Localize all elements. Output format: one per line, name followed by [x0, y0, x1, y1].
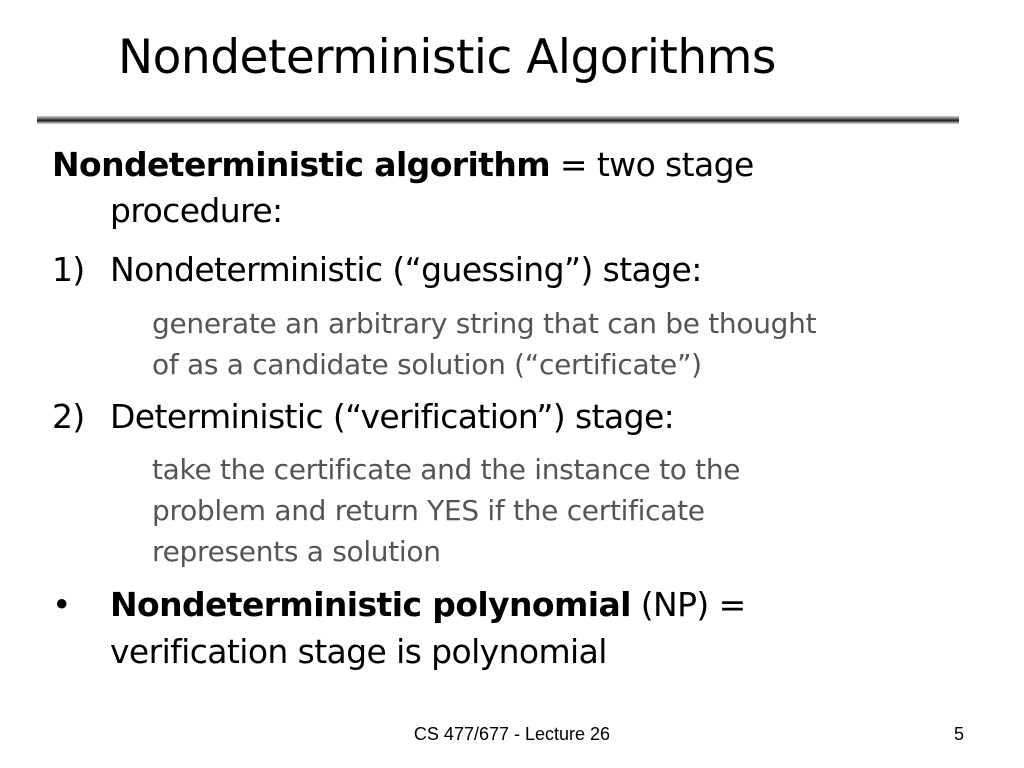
np-continuation: verification stage is polynomial — [110, 632, 607, 671]
np-term: Nondeterministic polynomial — [110, 585, 631, 624]
stage-2-detail-line: problem and return YES if the certificate — [152, 494, 705, 527]
np-rest: (NP) = — [630, 585, 746, 624]
stage-1-detail-line: of as a candidate solution (“certificate”) — [152, 348, 702, 381]
stage-2-detail — [152, 449, 962, 572]
definition-paragraph — [52, 142, 972, 234]
stage-1-heading: Nondeterministic (“guessing”) stage: — [110, 250, 702, 289]
definition-rest: = two stage — [550, 145, 754, 184]
footer-course: CS 477/677 - Lecture 26 — [413, 724, 611, 744]
stage-1-marker: 1) — [52, 250, 85, 289]
stage-1-detail — [152, 303, 962, 385]
stage-2-heading-row — [52, 394, 982, 440]
stage-2-detail-line: represents a solution — [152, 535, 441, 568]
stage-2-detail-line: take the certificate and the instance to the — [152, 453, 741, 486]
stage-2-heading: Deterministic (“verification”) stage: — [110, 397, 675, 436]
page-number: 5 — [953, 724, 964, 744]
definition-continuation: procedure: — [110, 191, 283, 230]
stage-1-heading-row — [52, 247, 982, 293]
bullet-icon: • — [52, 585, 71, 624]
np-bullet-row — [52, 582, 982, 628]
slide-title: Nondeterministic Algorithms — [118, 30, 776, 85]
stage-1-detail-line: generate an arbitrary string that can be thought — [152, 307, 817, 340]
definition-term: Nondeterministic algorithm — [52, 145, 551, 184]
title-divider — [37, 116, 959, 124]
stage-2-marker: 2) — [52, 397, 85, 436]
